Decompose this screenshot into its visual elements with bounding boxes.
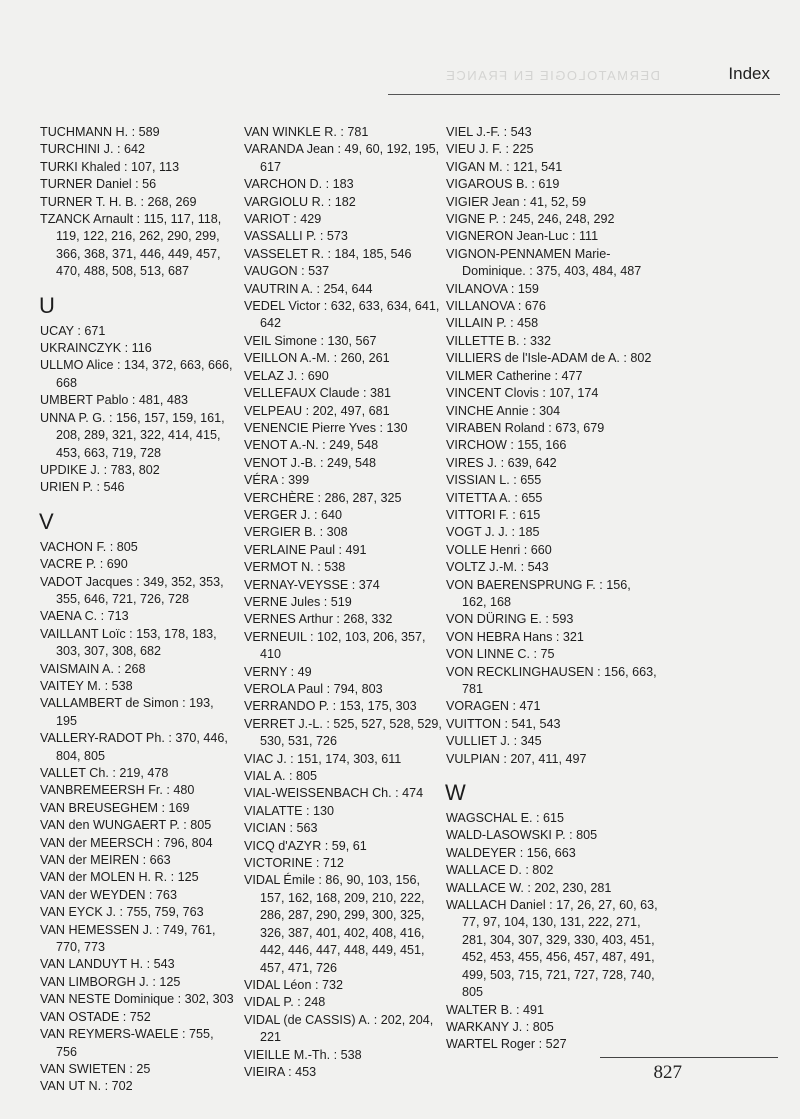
index-entry: UNNA P. G. : 156, 157, 159, 161, 208, 289, 321, 322, 414, 415, 453, 663, 719, 728 <box>40 410 225 460</box>
index-entry: VEIL Simone : 130, 567 <box>244 333 377 348</box>
index-entry: VELLEFAUX Claude : 381 <box>244 386 392 401</box>
index-entry: VISSIAN L. : 655 <box>446 473 542 488</box>
index-entry: VAENA C. : 713 <box>40 609 129 624</box>
index-entry: VERMOT N. : 538 <box>244 560 346 575</box>
index-entry: WALLACH Daniel : 17, 26, 27, 60, 63, 77, 97, 104, 130, 131, 222, 271, 281, 304, 307, 329, 330, 403, 451, 452, 453, 455, 456, 457, 487, 491, 499, 503, 715, 721, 727, 728, 740, 805 <box>446 898 658 1000</box>
index-entry: VILANOVA : 159 <box>446 281 539 296</box>
index-entry: VAISMAIN A. : 268 <box>40 661 146 676</box>
index-entry: VERGER J. : 640 <box>244 507 342 522</box>
index-entry: VON DÜRING E. : 593 <box>446 612 574 627</box>
index-entry: VAN der WEYDEN : 763 <box>40 887 177 902</box>
index-entry: VILMER Catherine : 477 <box>446 368 583 383</box>
index-entry: VALLAMBERT de Simon : 193, 195 <box>40 696 214 728</box>
index-entry: VITTORI F. : 615 <box>446 507 541 522</box>
index-entry: VULPIAN : 207, 411, 497 <box>446 751 587 766</box>
index-entry: VACRE P. : 690 <box>40 557 128 572</box>
index-entry: VIEIRA : 453 <box>244 1064 317 1079</box>
index-entry: VAUTRIN A. : 254, 644 <box>244 281 373 296</box>
index-entry: VIEILLE M.-Th. : 538 <box>244 1047 362 1062</box>
index-entry: VIGAROUS B. : 619 <box>446 177 560 192</box>
index-entry: VULLIET J. : 345 <box>446 734 542 749</box>
index-entry: VAN BREUSEGHEM : 169 <box>40 800 190 815</box>
index-entry: VILLANOVA : 676 <box>446 299 546 314</box>
index-entry: TUCHMANN H. : 589 <box>40 125 160 139</box>
index-entry: TZANCK Arnault : 115, 117, 118, 119, 122, 216, 262, 290, 299, 366, 368, 371, 446, 449, 457, 470, 488, 508, 513, 687 <box>40 212 222 279</box>
index-entry: VILLIERS de l'Isle-ADAM de A. : 802 <box>446 351 652 366</box>
index-entry: WALTER B. : 491 <box>446 1002 544 1017</box>
index-entry: VAN NESTE Dominique : 302, 303 <box>40 992 234 1007</box>
index-entry: VIDAL Léon : 732 <box>244 977 343 992</box>
index-entry: VON RECKLINGHAUSEN : 156, 663, 781 <box>446 664 657 696</box>
index-entry: VERNEUIL : 102, 103, 206, 357, 410 <box>244 629 426 662</box>
index-entry: VERRET J.-L. : 525, 527, 528, 529, 530, 531, 726 <box>244 716 442 749</box>
bleed-through-text: DERMATOLOGIE EN FRANCE <box>444 68 660 83</box>
index-entry: VAN UT N. : 702 <box>40 1079 133 1094</box>
index-entry: VAN WINKLE R. : 781 <box>244 125 369 139</box>
index-entry: VON HEBRA Hans : 321 <box>446 629 584 644</box>
index-entry: VERNY : 49 <box>244 664 312 679</box>
index-entry: VILLAIN P. : 458 <box>446 316 539 331</box>
index-entry: TURKI Khaled : 107, 113 <box>40 159 180 174</box>
index-entry: VELAZ J. : 690 <box>244 368 329 383</box>
index-entry: VAN LANDUYT H. : 543 <box>40 957 175 972</box>
index-entry: VÉRA : 399 <box>244 473 310 488</box>
index-entry: VALLET Ch. : 219, 478 <box>40 766 169 780</box>
index-entry: VIGIER Jean : 41, 52, 59 <box>446 194 587 209</box>
index-entry: VERLAINE Paul : 491 <box>244 542 367 557</box>
index-entry: VUITTON : 541, 543 <box>446 716 561 731</box>
index-entry: VIEL J.-F. : 543 <box>446 125 532 139</box>
header-rule <box>388 94 780 95</box>
index-entry: WALD-LASOWSKI P. : 805 <box>446 828 598 843</box>
index-entry: VICIAN : 563 <box>244 821 318 836</box>
index-entry: VANBREMEERSH Fr. : 480 <box>40 783 195 798</box>
index-entry: VIGNERON Jean-Luc : 111 <box>446 229 599 244</box>
index-entry: VAILLANT Loïc : 153, 178, 183, 303, 307, 308, 682 <box>40 626 217 659</box>
index-entry: VON BAERENSPRUNG F. : 156, 162, 168 <box>446 577 631 609</box>
index-entry: UMBERT Pablo : 481, 483 <box>40 393 188 408</box>
index-entry: VERGIER B. : 308 <box>244 525 348 540</box>
index-entry: VOGT J. J. : 185 <box>446 525 540 540</box>
index-entry: VAN OSTADE : 752 <box>40 1009 151 1024</box>
index-entry: VIEU J. F. : 225 <box>446 142 534 157</box>
index-entry: VAN der MEIREN : 663 <box>40 853 171 868</box>
index-entry: VIGNE P. : 245, 246, 248, 292 <box>446 212 615 227</box>
index-entry: VILLETTE B. : 332 <box>446 333 551 348</box>
index-entry: VADOT Jacques : 349, 352, 353, 355, 646, 721, 726, 728 <box>40 574 224 606</box>
index-entry: VAN der MOLEN H. R. : 125 <box>40 870 199 885</box>
section-letter: V <box>39 508 54 534</box>
index-entry: VAN den WUNGAERT P. : 805 <box>40 818 212 833</box>
footer-rule <box>600 1057 778 1058</box>
index-entry: VARGIOLU R. : 182 <box>244 194 356 209</box>
index-entry: VAN EYCK J. : 755, 759, 763 <box>40 905 204 920</box>
index-entry: VARIOT : 429 <box>244 212 322 227</box>
index-entry: VENOT J.-B. : 249, 548 <box>244 455 377 470</box>
index-entry: VELPEAU : 202, 497, 681 <box>244 403 390 418</box>
index-entry: VERCHÈRE : 286, 287, 325 <box>244 490 402 505</box>
index-entry: VINCENT Clovis : 107, 174 <box>446 386 599 401</box>
index-entry: VICTORINE : 712 <box>244 856 344 871</box>
section-letter: W <box>445 780 466 806</box>
index-entry: VAN LIMBORGH J. : 125 <box>40 974 181 989</box>
index-entry: WALDEYER : 156, 663 <box>446 845 576 860</box>
index-entry: VON LINNE C. : 75 <box>446 647 555 662</box>
page-number: 827 <box>653 1062 682 1083</box>
index-column-3 <box>446 124 658 1054</box>
index-entry: VENENCIE Pierre Yves : 130 <box>244 420 408 435</box>
index-entry: UCAY : 671 <box>40 323 106 338</box>
index-entry: VASSALLI P. : 573 <box>244 229 348 244</box>
index-column-1 <box>40 124 235 1096</box>
index-entry: WAGSCHAL E. : 615 <box>446 811 565 826</box>
index-entry: VIDAL P. : 248 <box>244 995 326 1010</box>
index-entry: VARCHON D. : 183 <box>244 177 354 192</box>
index-entry: TURCHINI J. : 642 <box>40 142 145 157</box>
index-entry: VICQ d'AZYR : 59, 61 <box>244 838 367 853</box>
index-entry: UKRAINCZYK : 116 <box>40 341 152 356</box>
index-entry: VIRES J. : 639, 642 <box>446 455 557 470</box>
index-entry: VAN der MEERSCH : 796, 804 <box>40 835 213 850</box>
index-entry: VAN SWIETEN : 25 <box>40 1061 151 1076</box>
index-entry: VALLERY-RADOT Ph. : 370, 446, 804, 805 <box>40 731 228 763</box>
index-entry: TURNER Daniel : 56 <box>40 177 157 192</box>
index-entry: UPDIKE J. : 783, 802 <box>40 462 160 477</box>
index-entry: VIAL A. : 805 <box>244 769 318 784</box>
index-entry: VASSELET R. : 184, 185, 546 <box>244 246 412 261</box>
index-entry: VAITEY M. : 538 <box>40 678 133 693</box>
index-entry: VEROLA Paul : 794, 803 <box>244 682 383 696</box>
index-entry: VAUGON : 537 <box>244 264 330 279</box>
index-entry: VIDAL Émile : 86, 90, 103, 156, 157, 162, 168, 209, 210, 222, 286, 287, 290, 299, 300, 325, 326, 387, 401, 402, 408, 416, 442, 446, 447, 448, 449, 451, 457, 471, 726 <box>244 873 425 975</box>
index-entry: VOLTZ J.-M. : 543 <box>446 560 549 575</box>
page-title: Index <box>728 64 770 83</box>
index-entry: VERNAY-VEYSSE : 374 <box>244 577 380 592</box>
index-entry: WARKANY J. : 805 <box>446 1019 554 1034</box>
index-entry: WALLACE D. : 802 <box>446 863 554 878</box>
index-column-2 <box>244 124 442 1081</box>
index-entry: VACHON F. : 805 <box>40 539 138 554</box>
index-entry: TURNER T. H. B. : 268, 269 <box>40 194 197 209</box>
index-entry: VERNES Arthur : 268, 332 <box>244 612 393 627</box>
index-entry: VITETTA A. : 655 <box>446 490 543 505</box>
index-entry: VARANDA Jean : 49, 60, 192, 195, 617 <box>244 142 440 174</box>
index-entry: ULLMO Alice : 134, 372, 663, 666, 668 <box>40 358 233 390</box>
index-entry: VOLLE Henri : 660 <box>446 542 552 557</box>
index-entry: VIRABEN Roland : 673, 679 <box>446 420 605 435</box>
index-entry: WARTEL Roger : 527 <box>446 1037 567 1052</box>
index-entry: VERNE Jules : 519 <box>244 594 352 609</box>
index-entry: VIALATTE : 130 <box>244 803 335 818</box>
index-entry: VIRCHOW : 155, 166 <box>446 438 567 453</box>
index-entry: VEILLON A.-M. : 260, 261 <box>244 351 390 366</box>
index-entry: VAN HEMESSEN J. : 749, 761, 770, 773 <box>40 922 216 955</box>
index-entry: VIAC J. : 151, 174, 303, 611 <box>244 751 402 766</box>
index-entry: VEDEL Victor : 632, 633, 634, 641, 642 <box>244 299 440 331</box>
index-entry: VIGNON-PENNAMEN Marie-Dominique. : 375, 403, 484, 487 <box>446 246 642 279</box>
index-entry: VORAGEN : 471 <box>446 699 541 714</box>
index-entry: VIDAL (de CASSIS) A. : 202, 204, 221 <box>244 1012 434 1045</box>
index-entry: VINCHE Annie : 304 <box>446 403 561 418</box>
index-entry: VERRANDO P. : 153, 175, 303 <box>244 699 417 714</box>
section-letter: U <box>39 292 55 318</box>
index-entry: VENOT A.-N. : 249, 548 <box>244 438 379 453</box>
index-entry: URIEN P. : 546 <box>40 480 125 495</box>
index-entry: VAN REYMERS-WAELE : 755, 756 <box>40 1027 214 1059</box>
index-entry: WALLACE W. : 202, 230, 281 <box>446 880 612 895</box>
index-entry: VIGAN M. : 121, 541 <box>446 159 563 174</box>
index-entry: VIAL-WEISSENBACH Ch. : 474 <box>244 786 424 801</box>
